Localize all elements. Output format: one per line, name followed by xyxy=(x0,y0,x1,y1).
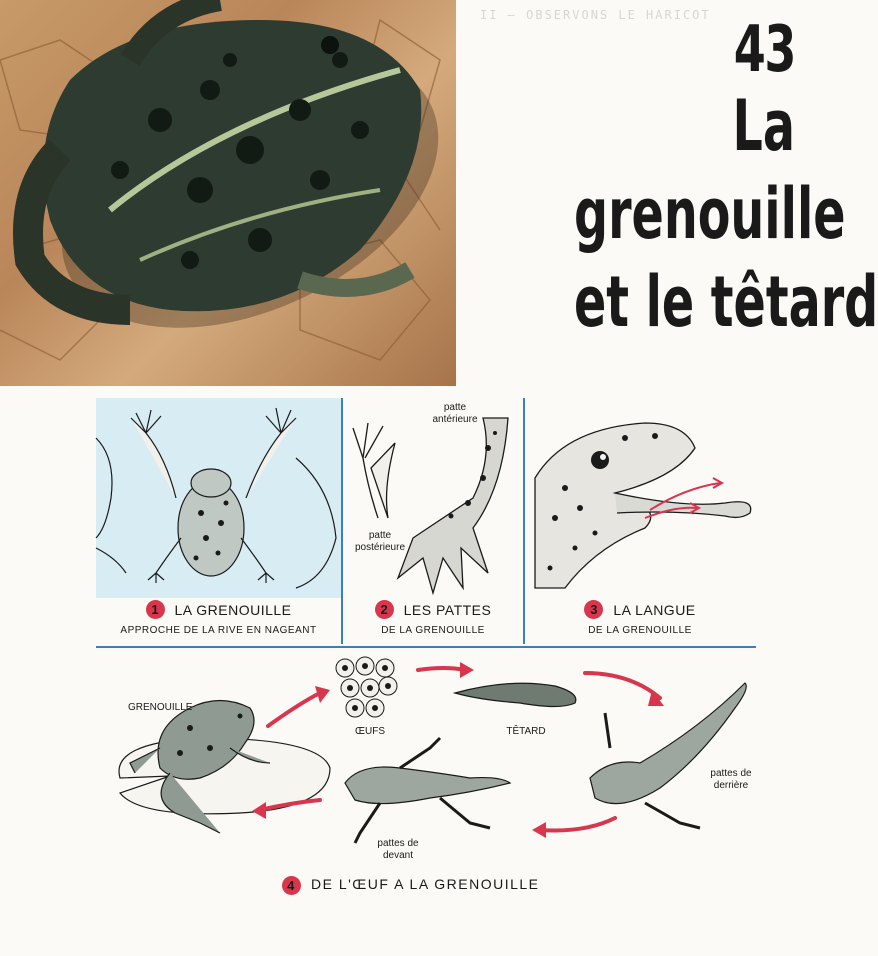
figure-2-caption xyxy=(343,600,523,636)
frog-tongue-illustration xyxy=(525,398,755,598)
figure-1-panel xyxy=(96,398,341,644)
figure-1-caption xyxy=(96,600,341,636)
figure-2-badge: 2 xyxy=(375,600,394,619)
title-line-1: La xyxy=(732,85,795,167)
figure-3-badge: 3 xyxy=(584,600,603,619)
figure-4-caption xyxy=(282,876,540,895)
hind-leg-label: patte postérieure xyxy=(354,530,406,553)
figure-2-title: LES PATTES xyxy=(403,601,492,618)
figure-2-subtitle: DE LA GRENOUILLE xyxy=(381,625,485,636)
figure-3-title: LA LANGUE xyxy=(613,601,696,618)
figure-2-panel xyxy=(343,398,523,644)
front-legs-label: pattes de devant xyxy=(377,838,419,861)
tadpole-label: TÊTARD xyxy=(506,726,546,737)
title-line-2: grenouille xyxy=(574,173,846,255)
frog-photo-illustration xyxy=(0,0,456,386)
figure-3-panel xyxy=(525,398,755,644)
front-leg-label: patte antérieure xyxy=(432,402,478,425)
frog-label: GRENOUILLE xyxy=(128,702,193,713)
life-cycle-illustration xyxy=(0,648,800,908)
figure-4-title: DE L'ŒUF A LA GRENOUILLE xyxy=(311,876,540,893)
title-line-3: et le têtard xyxy=(574,261,878,343)
running-head: II – OBSERVONS LE HARICOT xyxy=(480,8,711,22)
figure-1-title: LA GRENOUILLE xyxy=(174,601,292,618)
hind-legs-label: pattes de derrière xyxy=(710,768,752,791)
eggs-label: ŒUFS xyxy=(355,726,385,737)
figure-1-subtitle: APPROCHE DE LA RIVE EN NAGEANT xyxy=(120,625,317,636)
figure-3-caption xyxy=(525,600,755,636)
swimming-frog-illustration xyxy=(96,398,341,598)
figure-3-subtitle: DE LA GRENOUILLE xyxy=(588,625,692,636)
figure-1-badge: 1 xyxy=(146,600,165,619)
frog-legs-illustration xyxy=(343,398,523,598)
frog-photo xyxy=(0,0,456,386)
figure-4-badge: 4 xyxy=(282,876,301,895)
chapter-number: 43 xyxy=(733,13,795,87)
